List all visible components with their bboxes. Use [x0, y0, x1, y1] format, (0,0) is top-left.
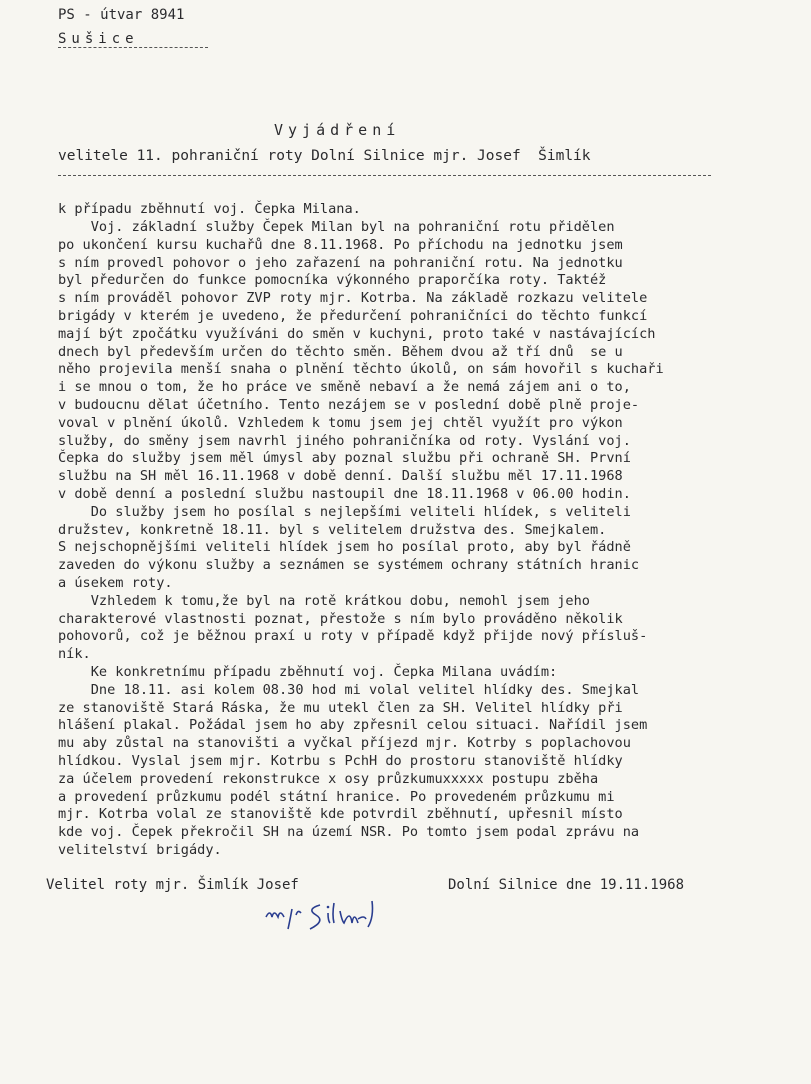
body-line: v době denní a poslední službu nastoupil dne 18.11.1968 v 06.00 hodin. [58, 486, 631, 502]
handwritten-signature [262, 895, 412, 935]
body-line: pohovorů, což je běžnou praxí u roty v případě když přijde nový přísluš- [58, 628, 648, 645]
body-line: brigády v kterém je uvedeno, že předurčení pohraničníci do těchto funkcí [58, 308, 648, 324]
body-line: charakterové vlastnosti poznat, přestože s ním bylo prováděno několik [58, 610, 623, 627]
body-line: i se mnou o tom, že ho práce ve směně nebaví a že nemá zájem ani o to, [58, 379, 631, 396]
subtitle-underline [58, 175, 711, 176]
body-line: velitelství brigády. [58, 842, 222, 858]
body-line: kde voj. Čepek překročil SH na území NSR. Po tomto jsem podal zprávu na [58, 824, 640, 841]
body-line: mají být zpočátku využíváni do směn v kuchyni, proto také v nastávajících [58, 325, 656, 342]
body-line: Čepka do služby jsem měl úmysl aby poznal službu při ochraně SH. První [58, 450, 631, 467]
body-line: voval v plnění úkolů. Vzhledem k tomu jsem jej chtěl využít pro výkon [58, 414, 623, 431]
body-line: a úsekem roty. [58, 575, 173, 591]
body-line: S nejschopnějšími veliteli hlídek jsem ho posílal proto, aby byl řádně [58, 539, 631, 556]
body-line: ník. [58, 646, 91, 663]
document-title: Vyjádření [274, 121, 401, 139]
body-line: Do služby jsem ho posílal s nejlepšími veliteli hlídek, s veliteli [58, 503, 631, 520]
body-line: s ním prováděl pohovor ZVP roty mjr. Kotrba. Na základě rozkazu velitele [58, 290, 648, 307]
body-line: hlášení plakal. Požádal jsem ho aby zpřesnil celou situaci. Nařídil jsem [58, 717, 648, 734]
document-subtitle: velitele 11. pohraniční roty Dolní Silnice mjr. Josef Šimlík [58, 148, 591, 164]
body-line: mu aby zůstal na stanovišti a vyčkal příjezd mjr. Kotrby s poplachovou [58, 735, 631, 752]
body-line: po ukončení kursu kuchařů dne 8.11.1968. Po příchodu na jednotku jsem [58, 236, 623, 253]
body-line: Ke konkretnímu případu zběhnutí voj. Čepka Milana uvádím: [58, 664, 558, 680]
unit-header: PS - útvar 8941 [58, 7, 185, 23]
body-line: družstev, konkretně 18.11. byl s velitelem družstva des. Smejkalem. [58, 521, 607, 538]
body-line: Dne 18.11. asi kolem 08.30 hod mi volal velitel hlídky des. Smejkal [58, 681, 640, 698]
body-line: služby, do směny jsem navrhl jiného pohraničníka od roty. Vyslání voj. [58, 432, 631, 449]
body-line: mjr. Kotrba volal ze stanoviště kde potvrdil zběhnutí, upřesnil místo [58, 806, 623, 823]
body-line: hlídkou. Vyslal jsem mjr. Kotrbu s PchH do prostoru stanoviště hlídky [58, 753, 623, 769]
body-line: službu na SH měl 16.11.1968 v době denní. Další službu měl 17.11.1968 [58, 468, 623, 485]
body-line: a provedení průzkumu podél státní hranice. Po provedeném průzkumu mi [58, 788, 615, 805]
body-line: v budoucnu dělat účetního. Tento nezájem se v poslední době plně proje- [58, 397, 640, 413]
body-line: něho projevila menší snaha o plnění těchto úkolů, on sám hovořil s kuchaři [58, 361, 664, 378]
body-line: Vzhledem k tomu,že byl na rotě krátkou dobu, nemohl jsem jeho [58, 592, 590, 609]
body-line: ze stanoviště Stará Ráska, že mu utekl člen za SH. Velitel hlídky při [58, 699, 623, 716]
signatory-line: Velitel roty mjr. Šimlík Josef [46, 877, 299, 893]
body-line: Voj. základní služby Čepek Milan byl na pohraniční rotu přidělen [58, 219, 615, 235]
place-date-line: Dolní Silnice dne 19.11.1968 [448, 877, 685, 893]
town-header: Sušice [58, 31, 139, 47]
body-line: dnech byl především určen do těchto směn. Během dvou až tří dnů se u [58, 343, 623, 360]
body-line: zaveden do výkonu služby a seznámen se systémem ochrany státních hranic [58, 557, 640, 574]
body-line: byl předurčen do funkce pomocníka výkonného praporčíka roty. Taktéž [58, 272, 607, 289]
town-underline [58, 47, 208, 48]
body-line: s ním provedl pohovor o jeho zařazení na pohraniční rotu. Na jednotku [58, 254, 623, 271]
body-line: za účelem provedení rekonstrukce x osy průzkumuxxxxx postupu zběha [58, 770, 599, 787]
intro-line: k případu zběhnutí voj. Čepka Milana. [58, 201, 361, 217]
